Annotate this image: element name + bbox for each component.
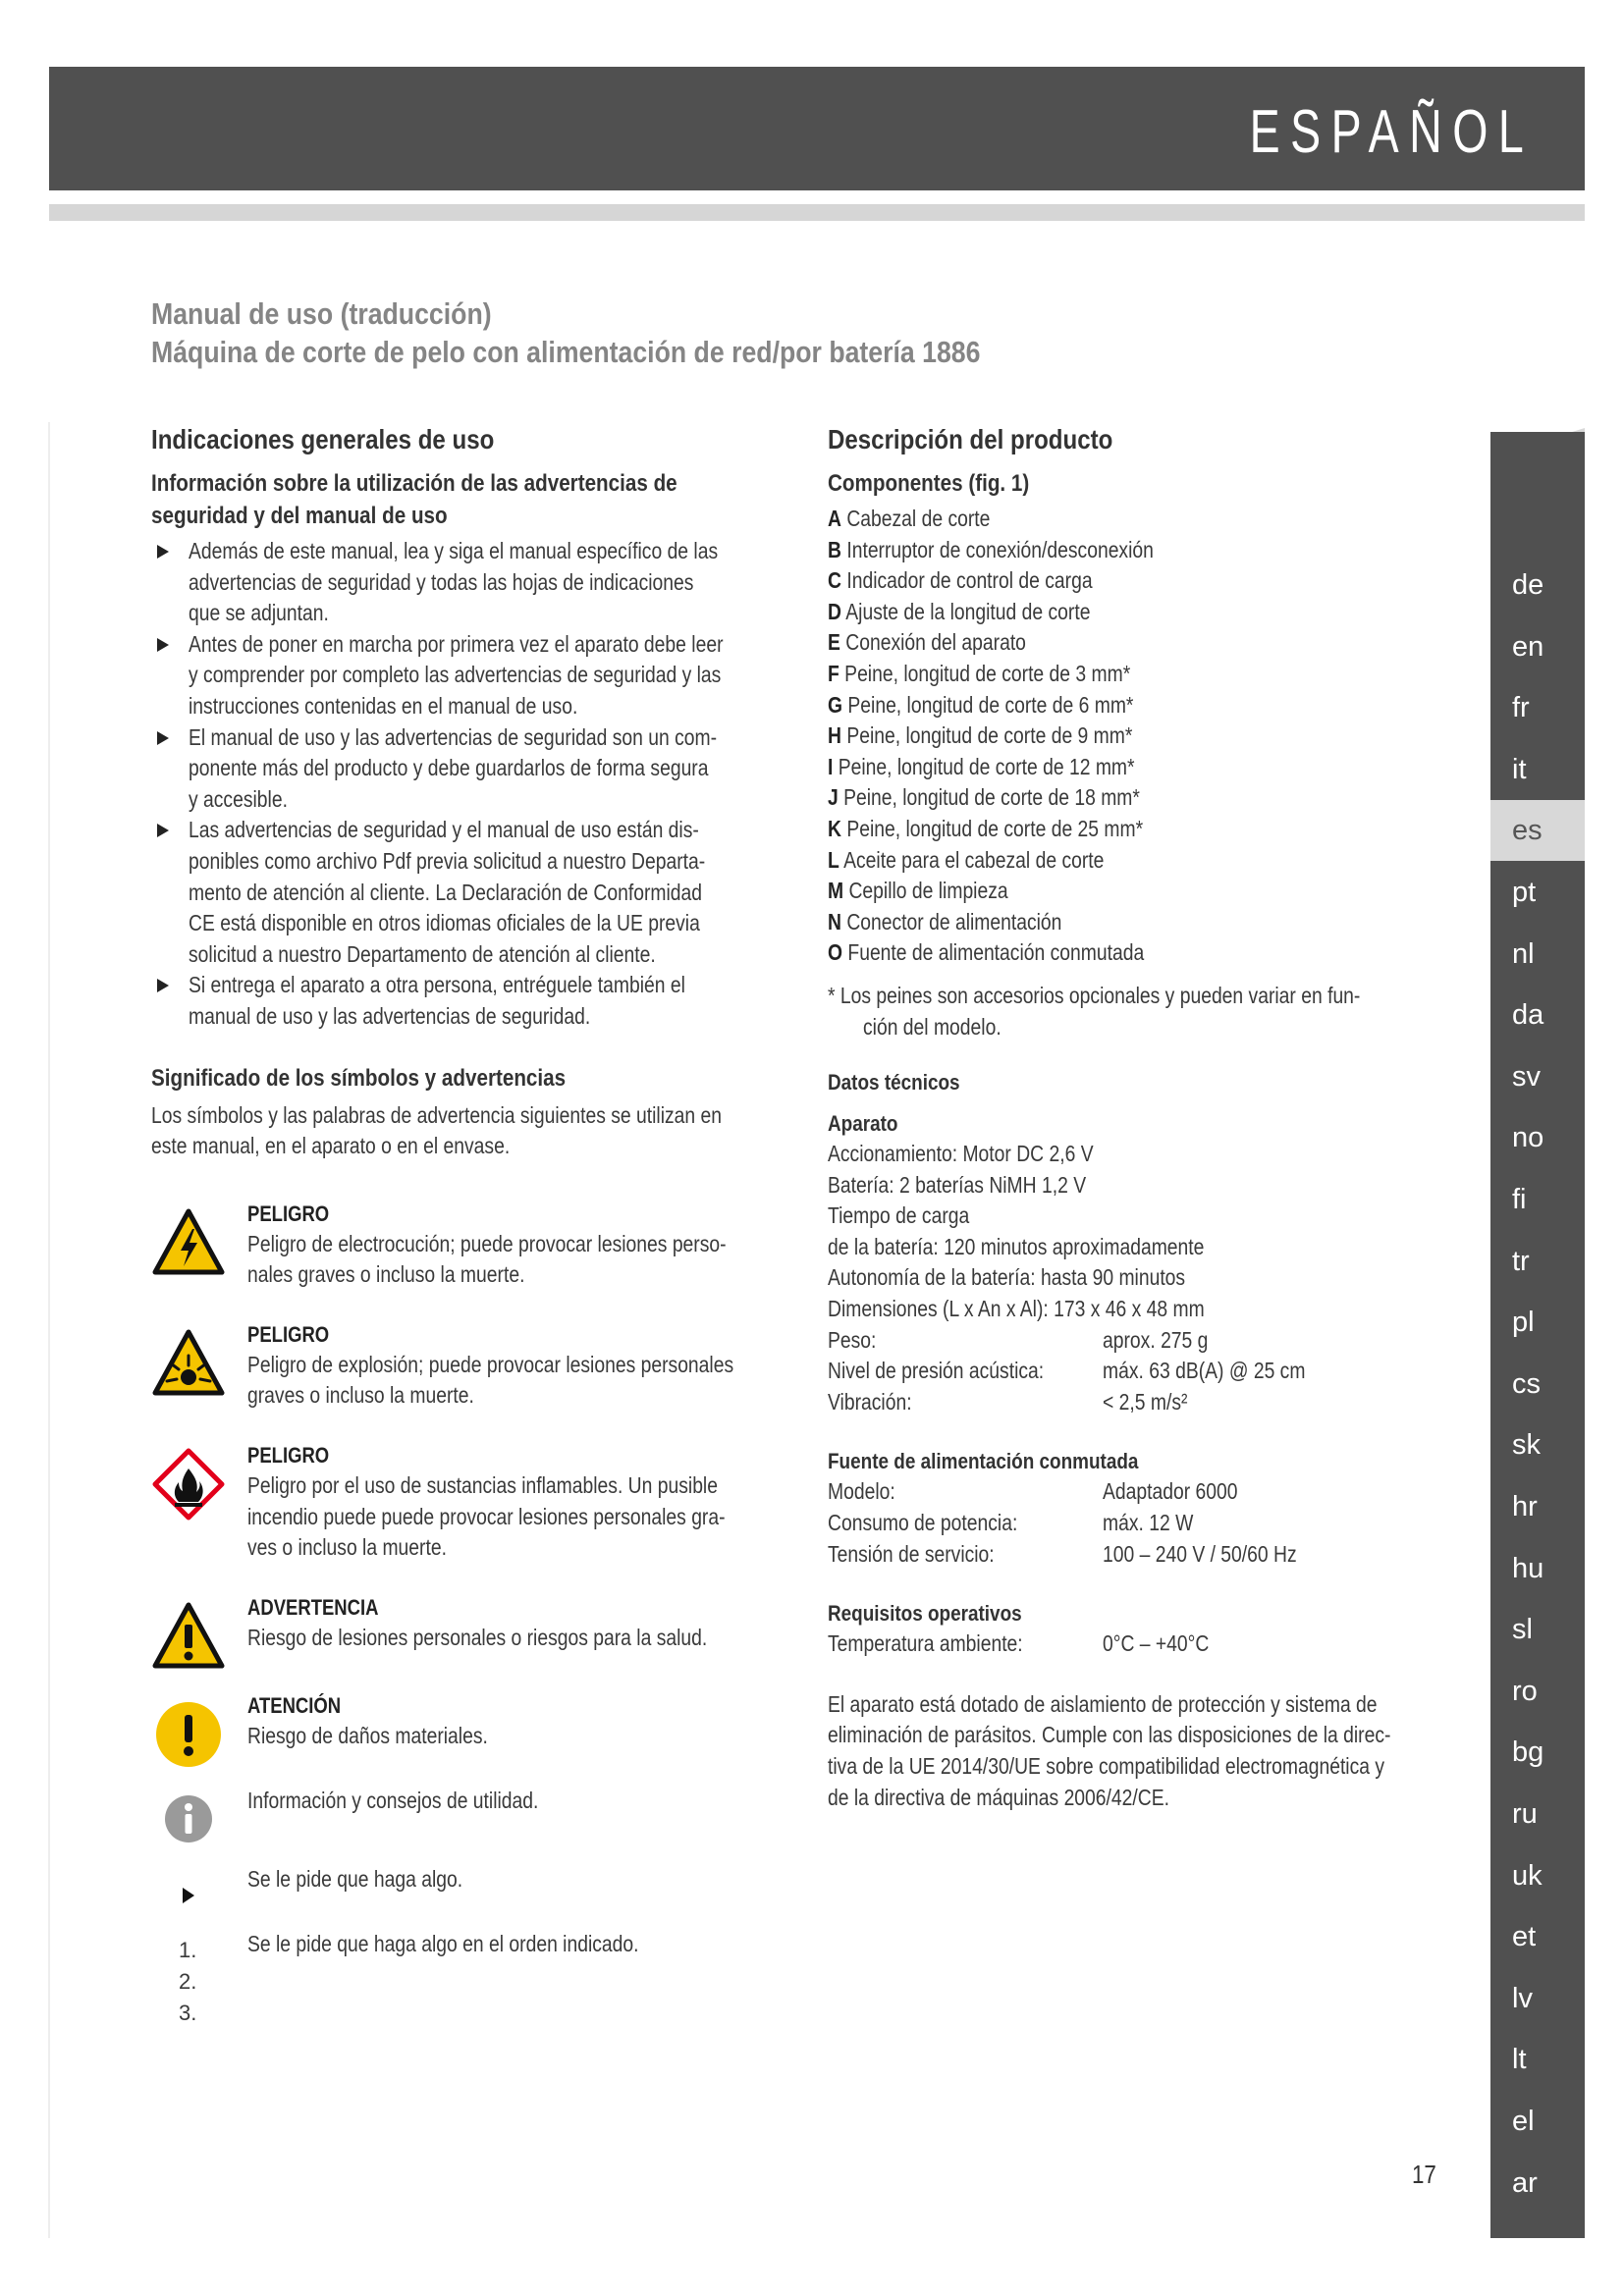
header-bar [49, 67, 1585, 190]
component-item [828, 876, 1356, 907]
symbols-intro: Los símbolos y las palabras de advertencia siguientes se utilizan en este manual, en el aparato o en el envase. [151, 1101, 723, 1159]
flammable-icon [151, 1447, 226, 1522]
device-heading: Aparato [828, 1111, 898, 1137]
symbol-flammable-danger: PELIGRO Peligro por el uso de sustancias inflamables. Un pusible incendio puede puede provocar lesiones personales gra- ves o incluso la muerte. [151, 1441, 780, 1564]
tab-lang-en[interactable]: en [1512, 630, 1544, 663]
tab-lang-es[interactable]: es [1490, 800, 1585, 861]
component-item [828, 535, 1356, 566]
component-letter: A [828, 506, 841, 531]
tab-lang-ro[interactable]: ro [1512, 1675, 1538, 1707]
arrow-bullet-icon [157, 731, 169, 745]
tab-lang-cs[interactable]: cs [1512, 1367, 1541, 1400]
component-letter: C [828, 567, 841, 594]
spec-row: Temperatura ambiente: 0°C – +40°C [828, 1630, 1210, 1657]
components-heading: Componentes (fig. 1) [828, 470, 1030, 497]
warning-icon [151, 1599, 226, 1674]
component-item [828, 782, 1356, 814]
tab-lang-hr[interactable]: hr [1512, 1491, 1538, 1522]
component-item [828, 690, 1356, 721]
component-letter: L [828, 846, 839, 873]
component-text: Peine, longitud de corte de 3 mm* [844, 660, 1131, 686]
list-item: Las advertencias de seguridad y el manual de uso están dis- ponibles como archivo Pdf previa solicitud a nuestro Departa- mento de atención al cliente. La Declaración de Conformidad CE está disponible en otros idiomas oficiales de la UE previa solicitud a nuestro Departamento de atención al cliente. [151, 815, 780, 970]
component-letter: J [828, 784, 839, 811]
tab-lang-no[interactable]: no [1512, 1122, 1544, 1154]
spec-row: Tensión de servicio: 100 – 240 V / 50/60 Hz [828, 1540, 1297, 1567]
tab-lang-et[interactable]: et [1512, 1921, 1537, 1953]
component-item [828, 504, 1356, 535]
arrow-bullet-icon [157, 824, 169, 837]
title-line-2: Máquina de corte de pelo con alimentación de red/por batería 1886 [151, 335, 981, 369]
bullet-list [151, 536, 780, 1033]
component-letter: G [828, 691, 843, 718]
tab-lang-fr[interactable]: fr [1512, 692, 1530, 724]
component-item [828, 659, 1356, 690]
symbols-heading: Significado de los símbolos y advertencias [151, 1064, 567, 1092]
tab-lang-ru[interactable]: ru [1512, 1798, 1538, 1830]
component-text: Peine, longitud de corte de 6 mm* [847, 691, 1134, 718]
arrow-bullet-icon [157, 979, 169, 992]
component-item [828, 752, 1356, 783]
component-item [828, 937, 1356, 969]
symbol-ordered-steps: 1. 2. 3. Se le pide que haga algo en el orden indicado. [151, 1929, 780, 1998]
list-item: Antes de poner en marcha por primera vez el aparato debe leer y comprender por completo las advertencias de seguridad y las instrucciones contenidas en el manual de uso. [151, 629, 780, 722]
component-letter: I [828, 753, 834, 779]
component-text: Peine, longitud de corte de 25 mm* [846, 815, 1144, 841]
tab-lang-pl[interactable]: pl [1512, 1307, 1535, 1339]
component-text: Fuente de alimentación conmutada [847, 939, 1145, 966]
left-column [151, 422, 780, 2025]
component-letter: F [828, 660, 839, 686]
list-item: Además de este manual, lea y siga el manual específico de las advertencias de seguridad y todas las hojas de indicaciones que se adjuntan. [151, 536, 780, 629]
component-letter: N [828, 908, 841, 934]
spec-row: Consumo de potencia: máx. 12 W [828, 1510, 1194, 1536]
explosion-hazard-icon [151, 1326, 226, 1401]
component-text: Cabezal de corte [846, 506, 991, 531]
tab-lang-sl[interactable]: sl [1512, 1614, 1533, 1646]
arrow-bullet-icon [157, 638, 169, 652]
component-item [828, 565, 1356, 597]
component-text: Cepillo de limpieza [848, 878, 1008, 904]
component-item [828, 721, 1356, 752]
product-heading: Descripción del producto [828, 424, 1113, 454]
caution-icon [151, 1697, 226, 1772]
title-line-1: Manual de uso (traducción) [151, 296, 492, 331]
general-heading: Indicaciones generales de uso [151, 424, 495, 454]
spec-row: Peso: aprox. 275 g [828, 1326, 1209, 1353]
spec-row: Vibración: < 2,5 m/s² [828, 1388, 1188, 1415]
tab-lang-tr[interactable]: tr [1512, 1245, 1530, 1277]
ordered-numbers: 1. 2. 3. [179, 1937, 197, 2025]
tab-lang-pt[interactable]: pt [1512, 877, 1537, 908]
component-text: Peine, longitud de corte de 12 mm* [838, 753, 1135, 779]
action-arrow-icon [151, 1858, 226, 1933]
language-title: ESPAÑOL [1249, 98, 1534, 166]
component-letter: M [828, 878, 844, 904]
component-text: Ajuste de la longitud de corte [845, 598, 1091, 624]
symbol-electric-danger: PELIGRO Peligro de electrocución; puede provocar lesiones perso- nales graves o incluso la muerte. [151, 1200, 780, 1291]
header-divider [49, 204, 1585, 221]
closing-paragraph: El aparato está dotado de aislamiento de protección y sistema de eliminación de parásitos. Cumple con las disposiciones de la direc- tiva de la UE 2014/30/UE sobre compatibilidad electromagnética y de la directiva de máquinas 2006/42/CE. [828, 1690, 1391, 1810]
tech-heading: Datos técnicos [828, 1070, 960, 1095]
tab-lang-nl[interactable]: nl [1512, 937, 1535, 970]
tab-lang-ar[interactable]: ar [1512, 2166, 1538, 2199]
component-text: Indicador de control de carga [846, 567, 1093, 594]
psu-heading: Fuente de alimentación conmutada [828, 1449, 1139, 1474]
spec-row: Nivel de presión acústica: máx. 63 dB(A) @ 25 cm [828, 1358, 1306, 1384]
component-text: Aceite para el cabezal de corte [843, 846, 1105, 873]
info-icon [151, 1782, 226, 1856]
op-specs [828, 1629, 1456, 1660]
page-number: 17 [1412, 2160, 1436, 2189]
electric-hazard-icon [151, 1205, 226, 1280]
tab-lang-bg[interactable]: bg [1512, 1736, 1544, 1769]
tab-lang-it[interactable]: it [1512, 753, 1527, 785]
component-letter: H [828, 722, 841, 749]
arrow-bullet-icon [157, 545, 169, 559]
component-text: Peine, longitud de corte de 18 mm* [843, 784, 1140, 811]
document-title [151, 294, 980, 371]
component-letter: E [828, 629, 840, 656]
device-lines: Accionamiento: Motor DC 2,6 V Batería: 2 baterías NiMH 1,2 V Tiempo de carga de la batería: 120 minutos aproximadamente Autonomía de la batería: hasta 90 minutos Dimensiones (L x An x Al): 173 x 46 x 48 mm [828, 1141, 1205, 1322]
component-text: Conector de alimentación [846, 908, 1062, 934]
list-item: Si entrega el aparato a otra persona, entréguele también el manual de uso y las advertencias de seguridad. [151, 970, 780, 1032]
right-column [828, 422, 1456, 1813]
component-text: Peine, longitud de corte de 9 mm* [846, 722, 1133, 749]
symbol-explosion-danger: PELIGRO Peligro de explosión; puede provocar lesiones personales graves o incluso la muerte. [151, 1320, 780, 1412]
symbol-caution: ATENCIÓN Riesgo de daños materiales. [151, 1691, 780, 1760]
tab-lang-sk[interactable]: sk [1512, 1429, 1541, 1462]
component-letter: O [828, 939, 843, 966]
symbol-info: Información y consejos de utilidad. [151, 1786, 780, 1835]
tab-lang-da[interactable]: da [1512, 999, 1544, 1032]
component-text: Conexión del aparato [845, 629, 1026, 656]
tab-lang-sv[interactable]: sv [1512, 1060, 1541, 1093]
tab-lang-fi[interactable]: fi [1512, 1184, 1527, 1215]
component-item [828, 627, 1356, 659]
left-margin-rule [48, 422, 50, 2238]
device-specs [828, 1325, 1456, 1418]
component-item [828, 845, 1356, 877]
tab-lang-lt[interactable]: lt [1512, 2044, 1527, 2076]
component-item [828, 907, 1356, 938]
component-item [828, 597, 1356, 628]
spec-row: Modelo: Adaptador 6000 [828, 1478, 1238, 1505]
tab-lang-lv[interactable]: lv [1512, 1982, 1533, 2014]
tab-lang-hu[interactable]: hu [1512, 1552, 1544, 1584]
symbol-action: Se le pide que haga algo. [151, 1864, 780, 1903]
symbol-warning: ADVERTENCIA Riesgo de lesiones personales o riesgos para la salud. [151, 1593, 780, 1662]
component-letter: B [828, 536, 841, 562]
components-list [828, 504, 1456, 969]
component-letter: D [828, 598, 841, 624]
op-heading: Requisitos operativos [828, 1601, 1022, 1627]
tab-lang-uk[interactable]: uk [1512, 1859, 1543, 1892]
tab-lang-el[interactable]: el [1512, 2106, 1535, 2137]
list-item: El manual de uso y las advertencias de seguridad son un com- ponente más del producto y debe guardarlos de forma segura y accesible. [151, 722, 780, 816]
footnote: * Los peines son accesorios opcionales y pueden variar en fun- ción del modelo. [828, 982, 1361, 1040]
component-item [828, 814, 1356, 845]
tab-lang-de[interactable]: de [1512, 569, 1544, 601]
component-text: Interruptor de conexión/desconexión [846, 536, 1154, 562]
language-tabs [1490, 432, 1585, 2238]
psu-specs [828, 1476, 1456, 1570]
component-letter: K [828, 815, 841, 841]
info-subheading: Información sobre la utilización de las advertencias de seguridad y del manual de uso [151, 470, 677, 529]
